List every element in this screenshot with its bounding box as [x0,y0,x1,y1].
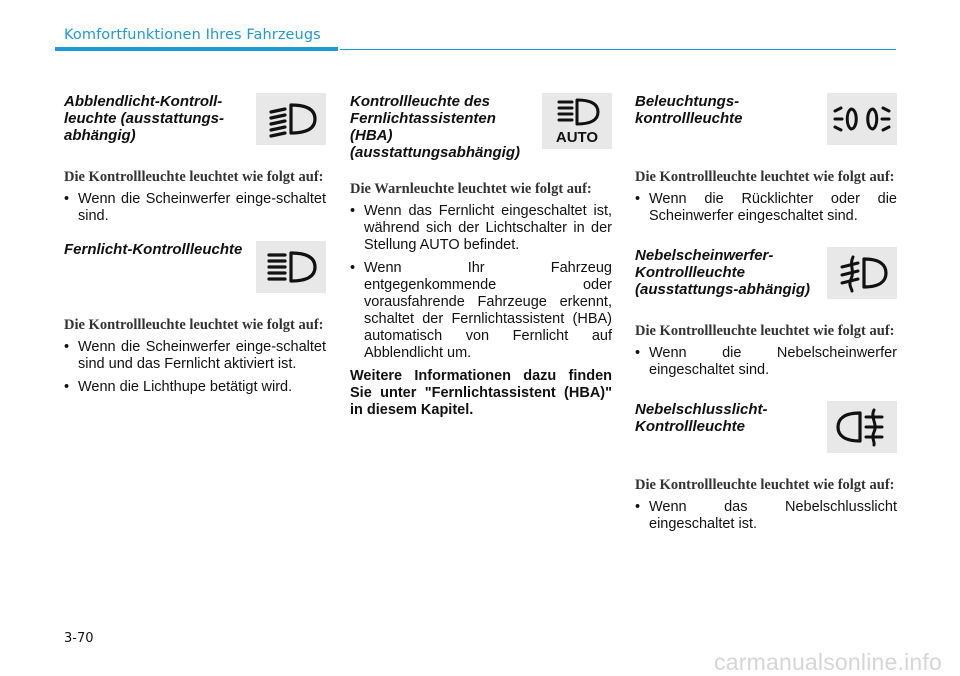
section-lead: Die Kontrollleuchte leuchtet wie folgt auf: [635,323,895,339]
front-fog-light-icon [827,247,897,299]
section-title: Nebelschlusslicht-Kontrollleuchte [635,401,768,435]
section-high-beam-assist [350,93,612,419]
list-item: • Wenn Ihr Fahrzeug entgegenkommende oder vorausfahrende Fahrzeuge erkennt, schaltet der Fernlichtassistent (HBA) automatisch von Fernlicht auf Abblendlicht um. [350,260,612,362]
list-item: • Wenn das Fernlicht eingeschaltet ist, während sich der Lichtschalter in der Stellung AUTO befindet. [350,203,612,254]
section-title: Kontrollleuchte des Fernlichtassistenten (HBA) (ausstattungsabhängig) [350,93,521,161]
header-rule-thick [55,47,338,51]
page-header-title: Komfortfunktionen Ihres Fahrzeugs [64,27,321,43]
header-rule-thin [340,49,896,50]
section-front-fog [635,247,897,379]
position-light-icon [827,93,897,145]
section-title: Beleuchtungs-kontrollleuchte [635,93,743,127]
low-beam-icon [256,93,326,145]
section-low-beam [64,93,326,225]
watermark: carmanualsonline.info [714,649,942,675]
high-beam-assist-icon [542,93,612,149]
list-item: • Wenn die Scheinwerfer einge-schaltet sind. [64,191,326,225]
list-item: • Wenn die Scheinwerfer einge-schaltet sind und das Fernlicht aktiviert ist. [64,339,326,373]
list-item: • Wenn das Nebelschlusslicht eingeschaltet ist. [635,499,897,533]
section-lead: Die Kontrollleuchte leuchtet wie folgt auf: [635,169,895,185]
list-item: • Wenn die Nebelscheinwerfer eingeschaltet sind. [635,345,897,379]
section-lead: Die Warnleuchte leuchtet wie folgt auf: [350,181,592,197]
page-number: 3-70 [64,631,94,646]
column-3 [635,93,897,539]
section-lead: Die Kontrollleuchte leuchtet wie folgt auf: [635,477,895,493]
column-1 [64,93,326,402]
column-2 [350,93,612,419]
auto-label: AUTO [555,129,599,146]
section-title: Nebelscheinwerfer-Kontrollleuchte (ausstattungs-abhängig) [635,247,810,298]
list-item: • Wenn die Rücklichter oder die Scheinwerfer eingeschaltet sind. [635,191,897,225]
section-title: Abblendlicht-Kontroll-leuchte (ausstattungs-abhängig) [64,93,225,144]
high-beam-icon [256,241,326,293]
section-position-light [635,93,897,225]
section-high-beam [64,241,326,396]
section-lead: Die Kontrollleuchte leuchtet wie folgt auf: [64,317,324,333]
section-rear-fog [635,401,897,533]
section-lead: Die Kontrollleuchte leuchtet wie folgt auf: [64,169,324,185]
section-title: Fernlicht-Kontrollleuchte [64,241,243,258]
rear-fog-light-icon [827,401,897,453]
list-item: • Wenn die Lichthupe betätigt wird. [64,379,326,396]
section-note: Weitere Informationen dazu finden Sie unter "Fernlichtassistent (HBA)" in diesem Kapitel. [350,368,612,418]
